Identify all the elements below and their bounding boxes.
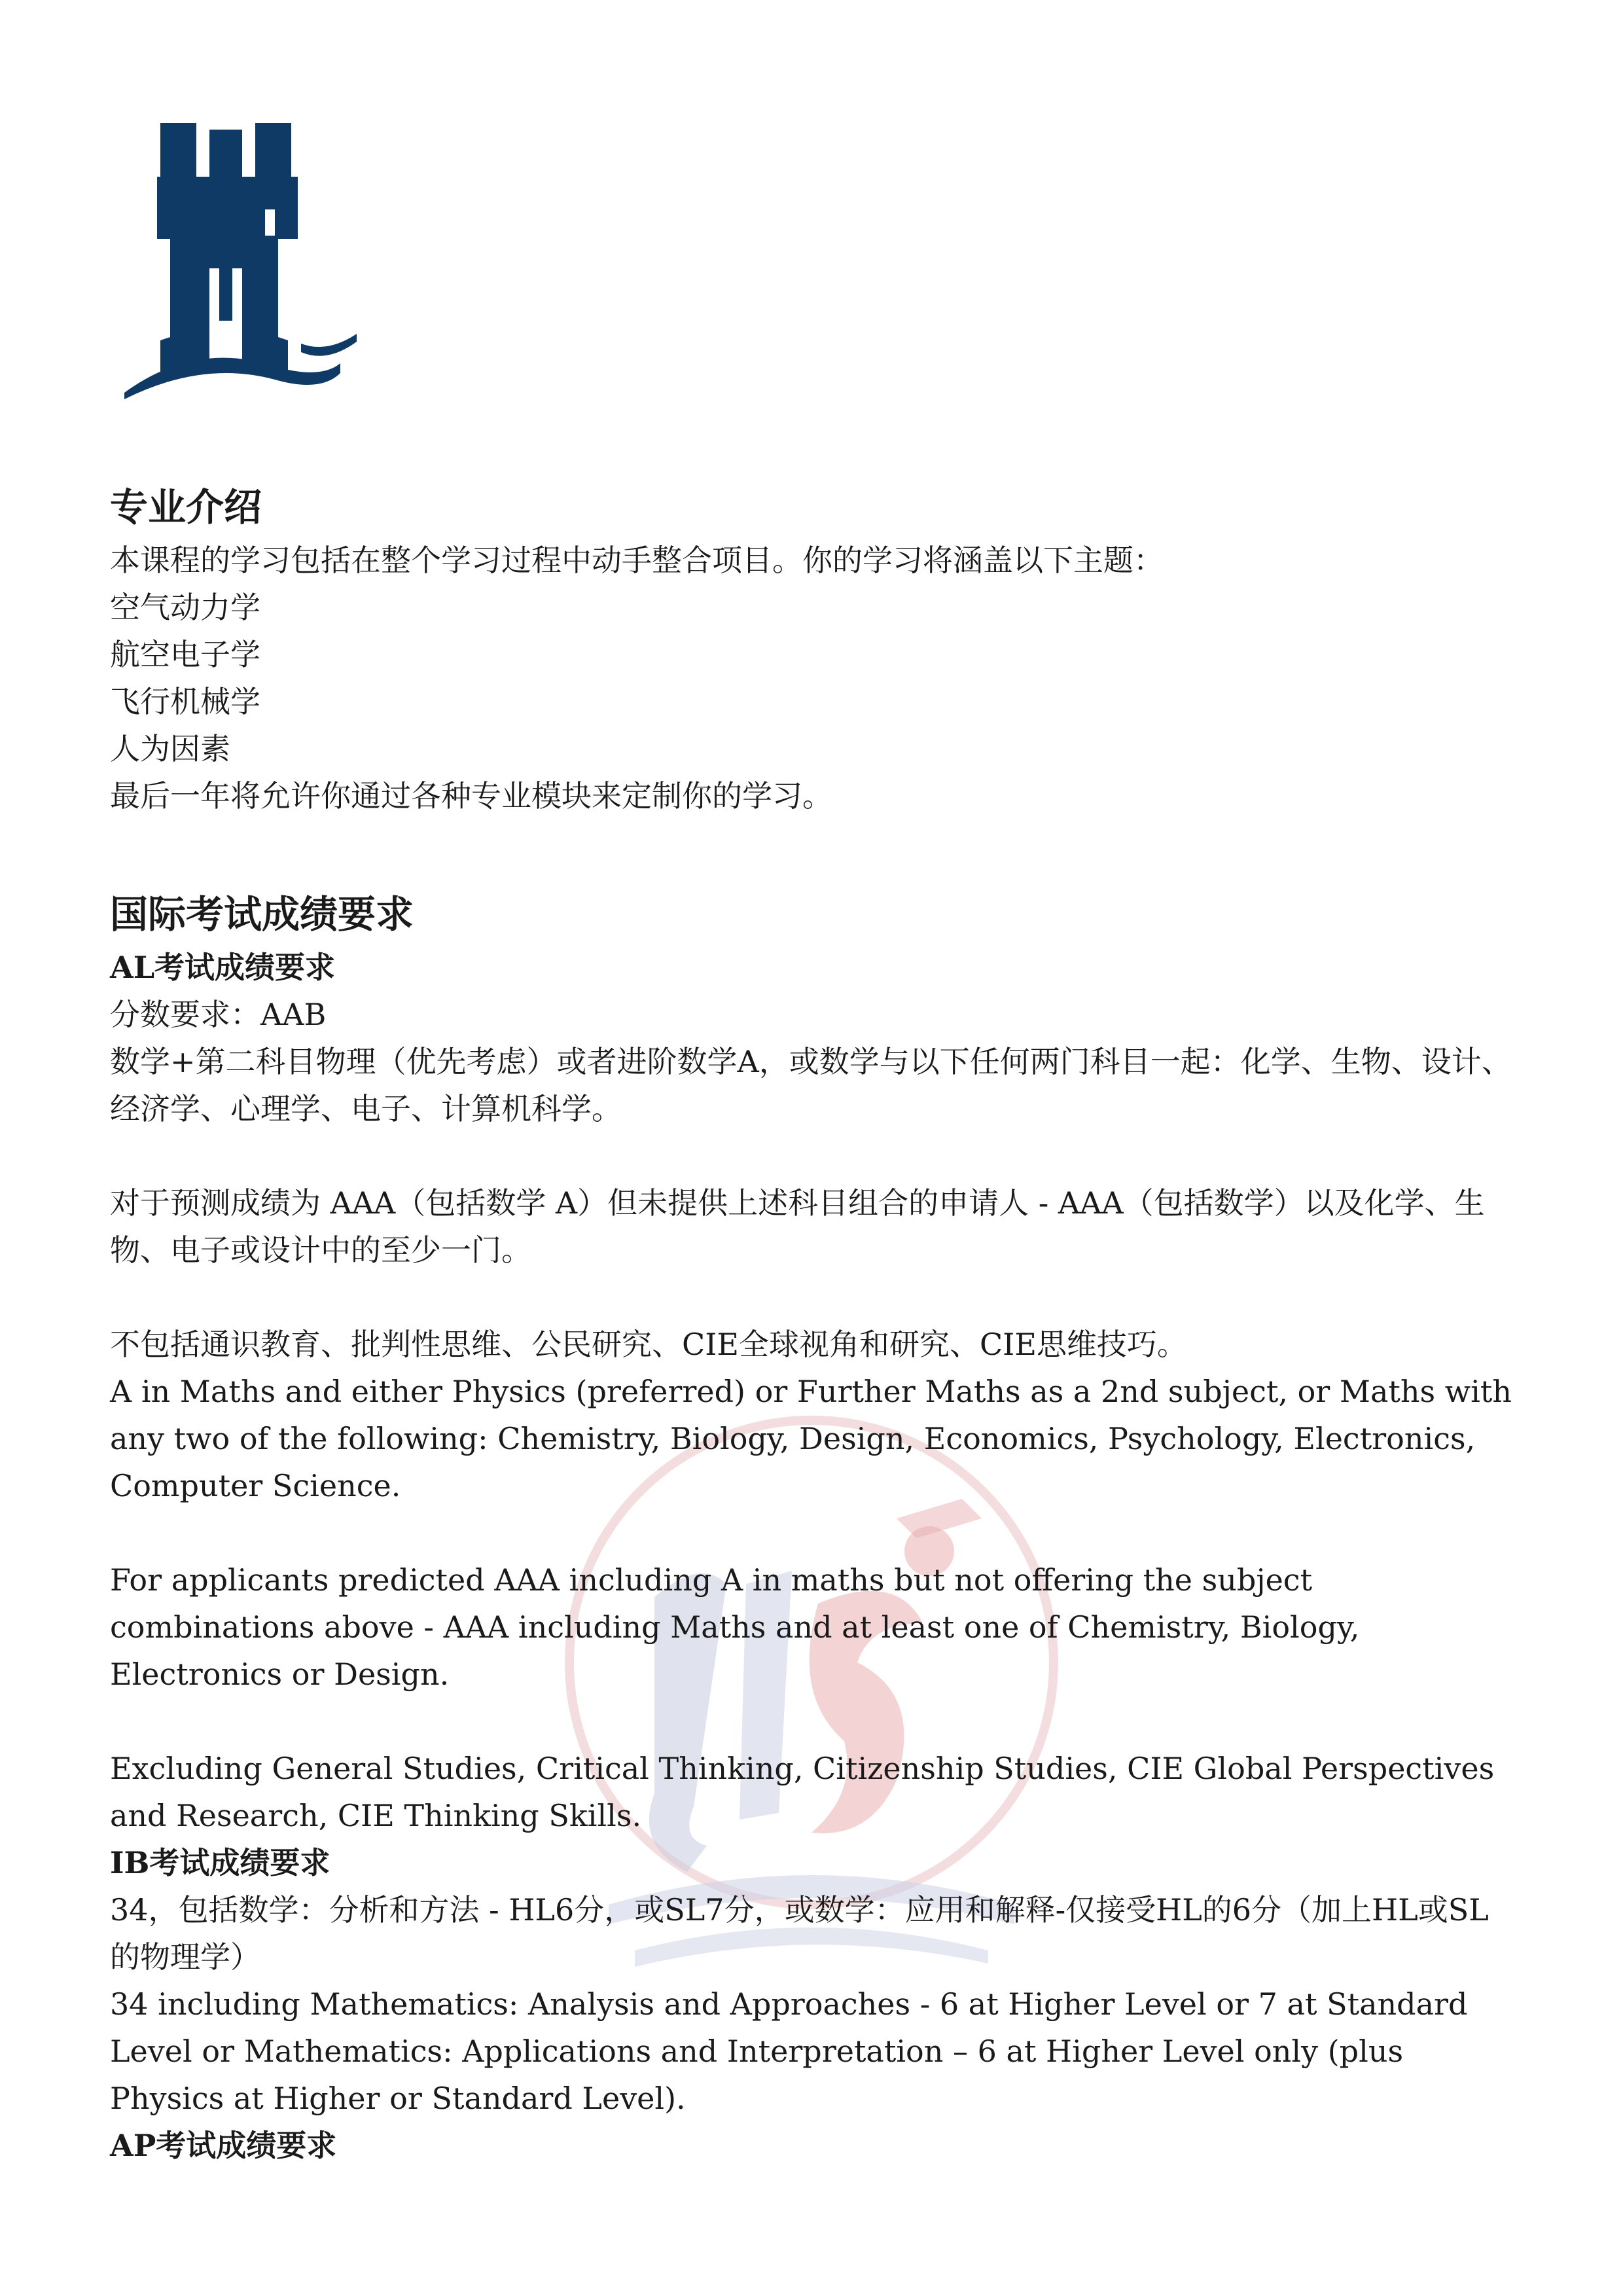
university-tower-logo — [105, 105, 393, 412]
topic-item: 人为因素 — [110, 731, 230, 766]
topic-item: 飞行机械学 — [110, 684, 260, 719]
al-paragraph-4: A in Maths and either Physics (preferred) or Further Maths as a 2nd subject, or Maths with any two of the following: Chemistry, Biology, Design, Economics, Psychology, Electronics, Computer Science. — [110, 1374, 1512, 1503]
section-heading-requirements: 国际考试成绩要求 — [110, 892, 414, 937]
al-paragraph-1: 数学+第二科目物理（优先考虑）或者进阶数学A，或数学与以下任何两门科目一起：化学、生物、设计、经济学、心理学、电子、计算机科学。 — [110, 1044, 1512, 1126]
intro-lead: 本课程的学习包括在整个学习过程中动手整合项目。你的学习将涵盖以下主题： — [110, 543, 1164, 578]
al-heading: AL考试成绩要求 — [110, 950, 336, 985]
al-paragraph-6: Excluding General Studies, Critical Thinking, Citizenship Studies, CIE Global Perspectives and Research, CIE Thinking Skills. — [110, 1751, 1495, 1833]
ib-heading: IB考试成绩要求 — [110, 1845, 330, 1880]
topic-item: 航空电子学 — [110, 637, 260, 672]
al-paragraph-5: For applicants predicted AAA including A in maths but not offering the subject combinations above - AAA including Maths and at least one of Chemistry, Biology, Electronics or Design. — [110, 1562, 1360, 1692]
al-score: 分数要求：AAB — [110, 997, 327, 1032]
al-paragraph-3: 不包括通识教育、批判性思维、公民研究、CIE全球视角和研究、CIE思维技巧。 — [110, 1327, 1187, 1362]
al-paragraph-2: 对于预测成绩为 AAA（包括数学 A）但未提供上述科目组合的申请人 - AAA（包括数学）以及化学、生物、电子或设计中的至少一门。 — [110, 1185, 1485, 1268]
intro-closing: 最后一年将允许你通过各种专业模块来定制你的学习。 — [110, 778, 832, 814]
section-heading-intro: 专业介绍 — [110, 485, 262, 529]
document-body — [110, 478, 1517, 2169]
topic-item: 空气动力学 — [110, 590, 260, 625]
ib-paragraph-1: 34，包括数学：分析和方法 - HL6分，或SL7分，或数学：应用和解释-仅接受HL的6分（加上HL或SL的物理学） — [110, 1892, 1489, 1975]
ap-heading: AP考试成绩要求 — [110, 2128, 337, 2163]
ib-paragraph-2: 34 including Mathematics: Analysis and Approaches - 6 at Higher Level or 7 at Standard Level or Mathematics: Applications and Interpretation – 6 at Higher Level only (plus Physics at Higher or Standard Level). — [110, 1986, 1468, 2116]
